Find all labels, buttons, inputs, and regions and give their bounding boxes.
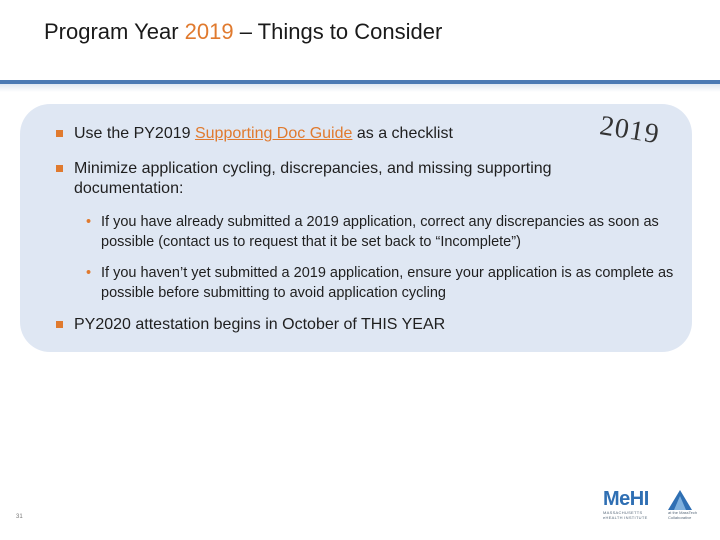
title-divider-shadow xyxy=(0,84,720,92)
sub-bullet-not-submitted xyxy=(86,263,676,303)
page-number: 31 xyxy=(16,514,23,520)
square-bullet-icon xyxy=(56,130,63,137)
slide-title xyxy=(44,18,442,46)
square-bullet-icon xyxy=(56,321,63,328)
supporting-doc-guide-link[interactable]: Supporting Doc Guide xyxy=(194,125,353,142)
bullet-checklist-after: as a checklist xyxy=(352,125,453,142)
title-prefix: Program Year xyxy=(44,19,185,44)
year-badge: 2019 xyxy=(597,110,662,151)
logo-line-1: MASSACHUSETTS xyxy=(603,510,643,515)
dot-bullet-icon: • xyxy=(86,214,92,230)
bullet-minimize xyxy=(56,159,576,199)
logo-partner-text: at the MassTech Collaborative xyxy=(668,510,698,520)
dot-bullet-icon: • xyxy=(86,265,92,281)
logo-wordmark: MeHI xyxy=(603,488,649,510)
title-year: 2019 xyxy=(184,19,234,44)
bullet-checklist-before: Use the PY2019 xyxy=(74,125,195,142)
logo-line-2: eHEALTH INSTITUTE xyxy=(603,515,648,520)
square-bullet-icon xyxy=(56,165,63,172)
sub-bullet-submitted-text: If you have already submitted a 2019 application, correct any discrepancies as soon as possible (contact us to request that it be set back to “Incomplete”) xyxy=(101,214,659,250)
title-suffix: – Things to Consider xyxy=(233,19,443,44)
sub-bullet-submitted xyxy=(86,212,676,252)
mehi-logo xyxy=(600,488,700,522)
bullet-minimize-text: Minimize application cycling, discrepancies, and missing supporting documentation: xyxy=(74,160,552,197)
masstech-logo-icon xyxy=(668,490,692,510)
sub-bullet-not-submitted-text: If you haven’t yet submitted a 2019 application, ensure your application is as complete as possible before submitting to avoid application cycling xyxy=(101,265,674,301)
bullet-py2020-text: PY2020 attestation begins in October of THIS YEAR xyxy=(74,316,446,333)
bullet-py2020 xyxy=(56,315,576,335)
bullet-checklist xyxy=(56,124,556,144)
